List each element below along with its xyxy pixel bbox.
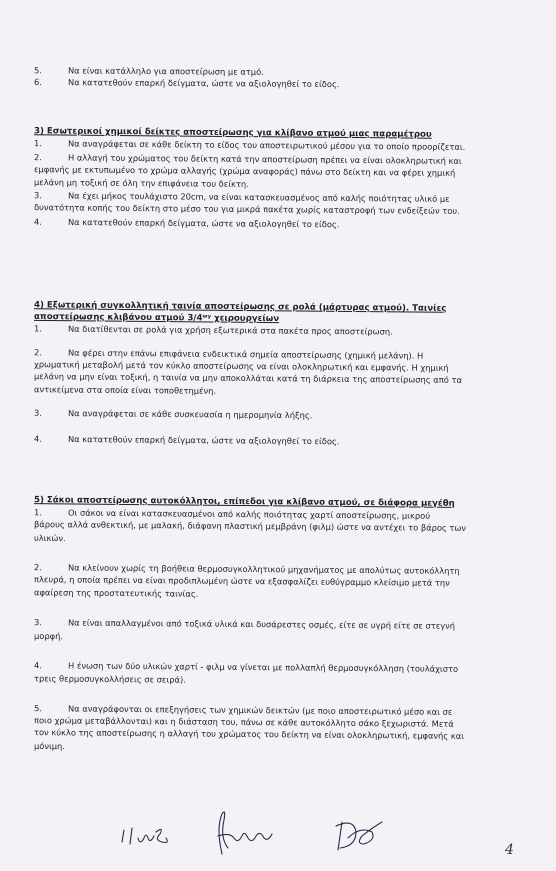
section-heading: 4) Εξωτερική συγκολλητική ταινία αποστείρωσης σε ρολά (μάρτυρας ατμού). Ταινίες <box>33 300 447 314</box>
list-item-continuation: χρωματική μεταβολή μετά τον κύκλο αποστείρωσης να είναι ολοκληρωτική και εμφανής. Η χημική <box>33 359 449 373</box>
section-heading: 5) Σάκοι αποστείρωσης αυτοκόλλητοι, επίπεδοι για κλίβανο ατμού, σε διάφορα μεγέθη <box>33 495 455 509</box>
list-item: 4. Να κατατεθούν επαρκή δείγματα, ώστε να αξιολογηθεί το είδος. <box>33 216 340 230</box>
list-item: 1. Να διατίθενται σε ρολά για χρήση εξωτερικά στα πακέτα προς αποστείρωση. <box>33 323 393 337</box>
list-item-continuation: μόνιμη. <box>33 740 66 752</box>
signatures <box>110 808 430 863</box>
signature-2 <box>218 812 272 854</box>
list-item-continuation: εμφανής με εκτυπωμένο το χρώμα αλλαγής (χρώμα αναφοράς) πάνω στο δείκτη και να φέρει χημική <box>33 164 456 178</box>
list-item-continuation: αφαίρεση της προστατευτικής ταινίας. <box>33 587 199 599</box>
list-item: 1. Να αναγράφεται σε κάθε δείκτη το είδος του αποστειρωτικού μέσου για το οποίο προορίζεται. <box>33 138 466 152</box>
list-item: 5. Να αναγράφονται οι επεξηγήσεις των χημικών δεικτών (με ποιο αποστειρωτικό μέσο και σε <box>33 703 453 717</box>
list-item-continuation: μελάνη να μην είναι τοξική, η ταινία να μην αποκολλάται κατά τη διάρκεια της αποστείρωσης από τα <box>33 371 462 385</box>
list-item: 4. Η ένωση των δύο υλικών χαρτί - φιλμ να γίνεται με πολλαπλή θερμοσυγκόλληση (τουλάχιστο <box>33 660 459 674</box>
list-item-continuation: βάρους αλλά ανθεκτική, με μαλακή, διάφανη πλαστική μεμβράνη (φιλμ) ώστε να αντέχει το βάρος των <box>33 519 467 533</box>
list-item-continuation: δυνατότητα κοπής του δείκτη στο μέσο του για μικρά πακέτα χωρίς καταστροφή των ενδείξεών του. <box>33 202 460 216</box>
list-item: 2. Να κλείνουν χωρίς τη βοήθεια θερμοσυγκολλητικού μηχανήματος με απολύτως αυτοκόλλητη <box>33 562 460 576</box>
list-item: 5. Να είναι κατάλληλο για αποστείρωση με ατμό. <box>33 65 264 77</box>
list-item-continuation: ποιο χρώμα μεταβάλλονται) και η διάσταση του, πάνω σε κάθε αυτοκόλλητο σάκο ξεχωριστά. Μετά <box>33 715 454 729</box>
list-item: 3. Να αναγράφεται σε κάθε συσκευασία η ημερομηνία λήξης. <box>33 407 313 421</box>
list-item: 2. Η αλλαγή του χρώματος του δείκτη κατά την αποστείρωση πρέπει να είναι ολοκληρωτική και <box>33 152 462 166</box>
list-item-continuation: τον κύκλο της αποστείρωσης η αλλαγή του χρώματος του δείκτη να είναι ολοκληρωτική, εμφανής και <box>33 727 465 741</box>
list-item-continuation: αντικείμενα στα οποία είναι τοποθετημένη. <box>33 384 217 396</box>
list-item-continuation: πλευρά, η οποία πρέπει να είναι προδιπλωμένη ώστε να εξασφαλίζει ευθύγραμμο κλείσιμο μετά την <box>33 574 450 588</box>
list-item: 1. Οι σάκοι να είναι κατασκευασμένοι από καλής ποιότητας χαρτί αποστείρωσης, μικρού <box>33 507 431 521</box>
page-number: 4 <box>505 842 514 858</box>
list-item: 2. Να φέρει στην επάνω επιφάνεια ενδεικτικά σημεία αποστείρωσης (χημική μελάνη). Η <box>33 347 424 361</box>
section-heading-continuation: αποστείρωσης κλιβάνου ατμού 3/4ʷʸ χειρουργείων <box>33 311 280 325</box>
list-item-continuation: υλικών. <box>33 532 66 544</box>
signature-3 <box>336 822 382 850</box>
list-item: 6. Να κατατεθούν επαρκή δείγματα, ώστε να αξιολογηθεί το είδος. <box>33 76 340 90</box>
list-item: 3. Να έχει μήκος τουλάχιστο 20cm, να είναι κατασκευασμένος από καλής ποιότητας υλικό με <box>33 190 450 204</box>
list-item-continuation: μορφή. <box>33 630 64 642</box>
list-item: 4. Να κατατεθούν επαρκή δείγματα, ώστε να αξιολογηθεί το είδος. <box>33 433 340 447</box>
signature-1 <box>122 828 167 844</box>
list-item-continuation: μελάνη μη τοξική σε όλη την επιφάνεια του δείκτη. <box>33 177 249 189</box>
section-heading: 3) Εσωτερικοί χημικοί δείκτες αποστείρωσης για κλίβανο ατμού μιας παραμέτρου <box>33 126 432 140</box>
list-item: 3. Να είναι απαλλαγμένοι από τοξικά υλικά και δυσάρεστες οσμές, είτε σε υγρή είτε σε στεγνή <box>33 617 456 631</box>
list-item-continuation: τρεις θερμοσυγκολλήσεις σε σειρά). <box>33 673 186 685</box>
